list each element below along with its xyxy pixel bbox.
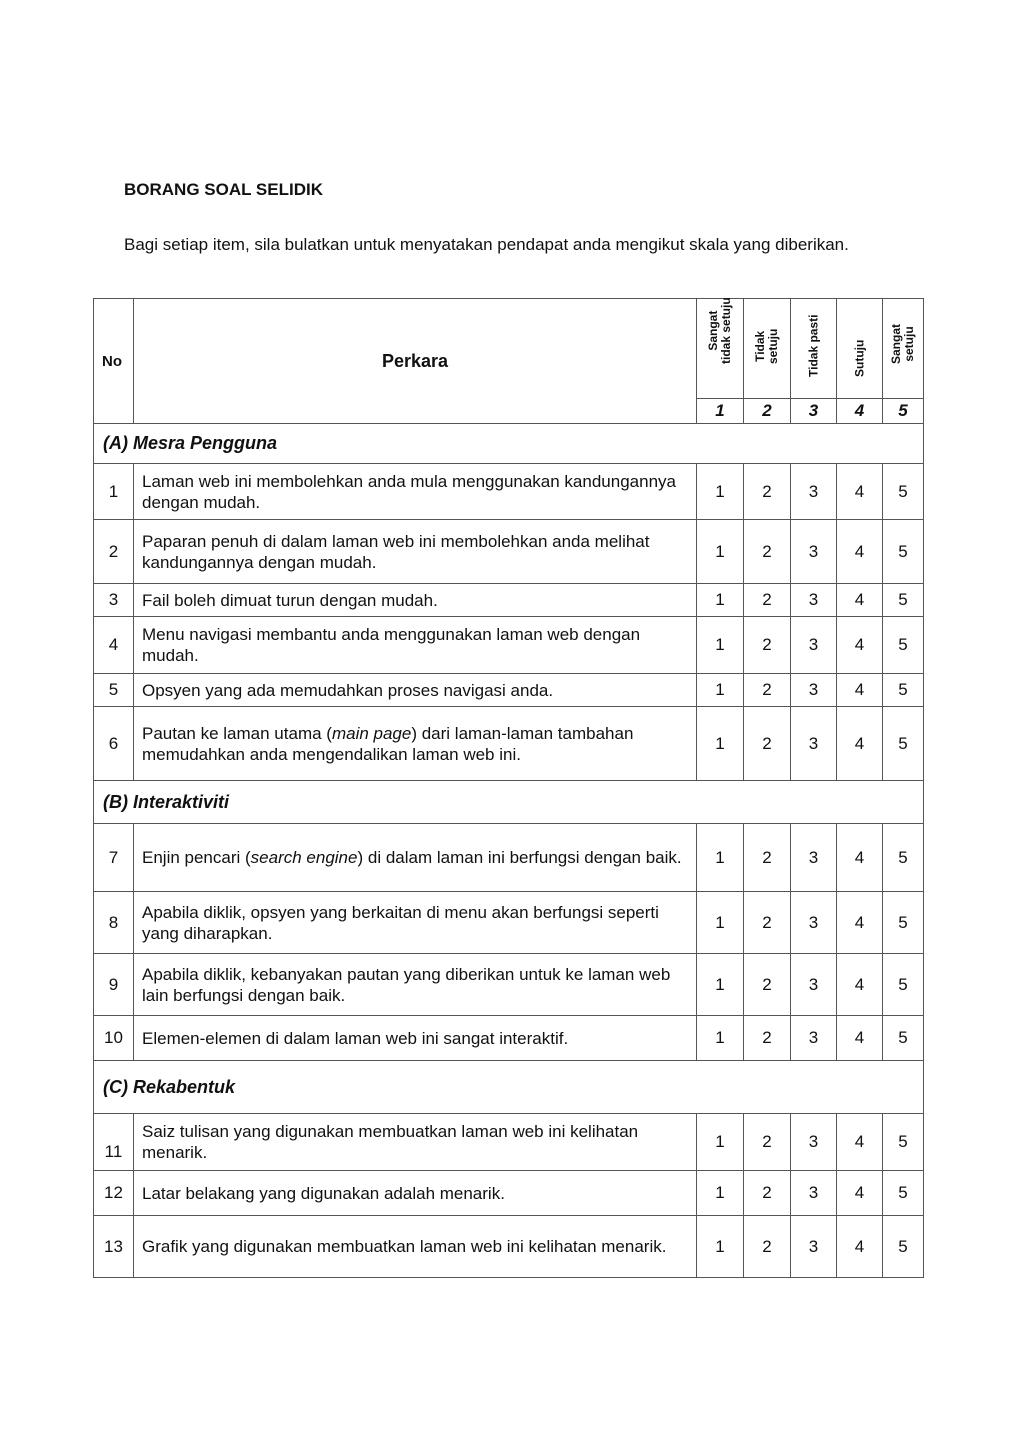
statement-text: Apabila diklik, kebanyakan pautan yang diberikan untuk ke laman web lain berfungsi dengan baik. xyxy=(142,964,671,1005)
rating-option-4[interactable]: 4 xyxy=(837,674,883,707)
table-row xyxy=(94,464,924,520)
item-number: 3 xyxy=(94,584,134,617)
rating-option-5[interactable]: 5 xyxy=(883,892,924,954)
rating-option-5[interactable]: 5 xyxy=(883,1016,924,1061)
table-row xyxy=(94,1171,924,1216)
rating-option-2[interactable]: 2 xyxy=(744,892,791,954)
statement-text: Saiz tulisan yang digunakan membuatkan laman web ini kelihatan menarik. xyxy=(142,1122,639,1162)
item-statement xyxy=(134,1114,697,1171)
item-number: 9 xyxy=(94,954,134,1016)
table-row xyxy=(94,954,924,1016)
rating-option-1[interactable]: 1 xyxy=(697,674,744,707)
rating-option-4[interactable]: 4 xyxy=(837,520,883,584)
section-title: (A) Mesra Pengguna xyxy=(94,424,924,464)
rating-option-5[interactable]: 5 xyxy=(883,520,924,584)
item-number: 8 xyxy=(94,892,134,954)
questionnaire-body xyxy=(94,424,924,1278)
scale-header-3 xyxy=(791,299,837,399)
rating-option-4[interactable]: 4 xyxy=(837,707,883,781)
rating-option-2[interactable]: 2 xyxy=(744,824,791,892)
rating-option-2[interactable]: 2 xyxy=(744,584,791,617)
rating-option-1[interactable]: 1 xyxy=(697,1171,744,1216)
item-number: 6 xyxy=(94,707,134,781)
statement-text: Menu navigasi membantu anda menggunakan laman web dengan mudah. xyxy=(142,625,641,665)
table-row xyxy=(94,892,924,954)
rating-option-5[interactable]: 5 xyxy=(883,464,924,520)
item-number: 10 xyxy=(94,1016,134,1061)
scale-label-line: Sangat xyxy=(889,323,903,364)
rating-option-3[interactable]: 3 xyxy=(791,954,837,1016)
table-row xyxy=(94,584,924,617)
scale-label-line: Sangat xyxy=(706,310,720,351)
rating-option-1[interactable]: 1 xyxy=(697,464,744,520)
statement-text: Enjin pencari ( xyxy=(142,848,251,867)
statement-text: Latar belakang yang digunakan adalah menarik. xyxy=(142,1183,505,1203)
rating-option-2[interactable]: 2 xyxy=(744,954,791,1016)
rating-option-5[interactable]: 5 xyxy=(883,584,924,617)
item-statement xyxy=(134,707,697,781)
section-row xyxy=(94,424,924,464)
scale-label-line: Tidak pasti xyxy=(806,314,820,377)
table-row xyxy=(94,674,924,707)
scale-header-1 xyxy=(697,299,744,399)
rating-option-5[interactable]: 5 xyxy=(883,674,924,707)
scale-number-5: 5 xyxy=(883,399,924,424)
statement-italic-term: search engine xyxy=(250,848,358,867)
rating-option-3[interactable]: 3 xyxy=(791,892,837,954)
scale-number-2: 2 xyxy=(744,399,791,424)
scale-label-line: setuju xyxy=(902,326,916,362)
rating-option-5[interactable]: 5 xyxy=(883,824,924,892)
statement-text: ) di dalam laman ini berfungsi dengan baik. xyxy=(357,848,682,867)
scale-header-5 xyxy=(883,299,924,399)
item-number: 2 xyxy=(94,520,134,584)
rating-option-2[interactable]: 2 xyxy=(744,707,791,781)
statement-italic-term: main page xyxy=(331,723,412,743)
scale-number-1: 1 xyxy=(697,399,744,424)
item-number: 7 xyxy=(94,824,134,892)
table-row xyxy=(94,1016,924,1061)
rating-option-3[interactable]: 3 xyxy=(791,674,837,707)
item-number: 12 xyxy=(94,1171,134,1216)
rating-option-5[interactable]: 5 xyxy=(883,707,924,781)
rating-option-5[interactable]: 5 xyxy=(883,954,924,1016)
scale-number-3: 3 xyxy=(791,399,837,424)
rating-option-3[interactable]: 3 xyxy=(791,1171,837,1216)
table-row xyxy=(94,1216,924,1278)
statement-text: Apabila diklik, opsyen yang berkaitan di menu akan berfungsi seperti yang diharapkan. xyxy=(142,902,659,943)
table-row xyxy=(94,1114,924,1171)
item-statement xyxy=(134,617,697,674)
rating-option-5[interactable]: 5 xyxy=(883,617,924,674)
rating-option-3[interactable]: 3 xyxy=(791,584,837,617)
table-row xyxy=(94,824,924,892)
rating-option-1[interactable]: 1 xyxy=(697,1016,744,1061)
rating-option-1[interactable]: 1 xyxy=(697,892,744,954)
rating-option-4[interactable]: 4 xyxy=(837,464,883,520)
item-statement xyxy=(134,1171,697,1216)
rating-option-2[interactable]: 2 xyxy=(744,674,791,707)
rating-option-3[interactable]: 3 xyxy=(791,824,837,892)
item-number: 11 xyxy=(94,1114,134,1171)
scale-header-4 xyxy=(837,299,883,399)
item-statement xyxy=(134,520,697,584)
form-title: BORANG SOAL SELIDIK xyxy=(124,180,323,199)
rating-option-1[interactable]: 1 xyxy=(697,824,744,892)
rating-option-4[interactable]: 4 xyxy=(837,892,883,954)
scale-header-2 xyxy=(744,299,791,399)
statement-text: Paparan penuh di dalam laman web ini membolehkan anda melihat kandungannya dengan mudah. xyxy=(142,531,650,572)
item-statement xyxy=(134,954,697,1016)
item-statement xyxy=(134,824,697,892)
rating-option-1[interactable]: 1 xyxy=(697,1216,744,1278)
column-header-perkara: Perkara xyxy=(134,299,697,424)
scale-label-line: Sutuju xyxy=(852,339,866,377)
statement-text: Pautan ke laman utama ( xyxy=(142,723,332,743)
questionnaire-table xyxy=(93,298,924,1278)
statement-text: Fail boleh dimuat turun dengan mudah. xyxy=(142,590,438,610)
rating-option-1[interactable]: 1 xyxy=(697,954,744,1016)
rating-option-3[interactable]: 3 xyxy=(791,520,837,584)
rating-option-1[interactable]: 1 xyxy=(697,584,744,617)
rating-option-2[interactable]: 2 xyxy=(744,617,791,674)
table-row xyxy=(94,617,924,674)
scale-label-line: Tidak xyxy=(753,330,767,362)
rating-option-5[interactable]: 5 xyxy=(883,1216,924,1278)
rating-option-4[interactable]: 4 xyxy=(837,1216,883,1278)
rating-option-2[interactable]: 2 xyxy=(744,1016,791,1061)
rating-option-2[interactable]: 2 xyxy=(744,1216,791,1278)
item-statement xyxy=(134,584,697,617)
item-number: 1 xyxy=(94,464,134,520)
rating-option-4[interactable]: 4 xyxy=(837,584,883,617)
table-row xyxy=(94,707,924,781)
rating-option-5[interactable]: 5 xyxy=(883,1114,924,1171)
scale-number-4: 4 xyxy=(837,399,883,424)
section-title: (C) Rekabentuk xyxy=(94,1061,924,1114)
rating-option-3[interactable]: 3 xyxy=(791,464,837,520)
rating-option-2[interactable]: 2 xyxy=(744,520,791,584)
rating-option-3[interactable]: 3 xyxy=(791,617,837,674)
section-row xyxy=(94,781,924,824)
item-statement xyxy=(134,892,697,954)
item-number: 13 xyxy=(94,1216,134,1278)
rating-option-2[interactable]: 2 xyxy=(744,1114,791,1171)
scale-label-line: setuju xyxy=(766,328,780,364)
item-statement xyxy=(134,1016,697,1061)
statement-text: Opsyen yang ada memudahkan proses navigasi anda. xyxy=(142,680,554,700)
rating-option-3[interactable]: 3 xyxy=(791,707,837,781)
item-statement xyxy=(134,1216,697,1278)
column-header-no: No xyxy=(94,299,134,424)
rating-option-2[interactable]: 2 xyxy=(744,1171,791,1216)
statement-text: Elemen-elemen di dalam laman web ini sangat interaktif. xyxy=(142,1028,569,1048)
statement-text: Laman web ini membolehkan anda mula menggunakan kandungannya dengan mudah. xyxy=(142,471,676,512)
rating-option-4[interactable]: 4 xyxy=(837,954,883,1016)
rating-option-4[interactable]: 4 xyxy=(837,1171,883,1216)
rating-option-4[interactable]: 4 xyxy=(837,824,883,892)
item-statement xyxy=(134,464,697,520)
item-number: 4 xyxy=(94,617,134,674)
rating-option-1[interactable]: 1 xyxy=(697,520,744,584)
rating-option-3[interactable]: 3 xyxy=(791,1114,837,1171)
scale-label-line: tidak setuju xyxy=(719,297,733,364)
item-statement xyxy=(134,674,697,707)
rating-option-4[interactable]: 4 xyxy=(837,1114,883,1171)
rating-option-1[interactable]: 1 xyxy=(697,1114,744,1171)
rating-option-4[interactable]: 4 xyxy=(837,617,883,674)
statement-text: Grafik yang digunakan membuatkan laman web ini kelihatan menarik. xyxy=(142,1237,667,1256)
rating-option-5[interactable]: 5 xyxy=(883,1171,924,1216)
table-row xyxy=(94,520,924,584)
rating-option-2[interactable]: 2 xyxy=(744,464,791,520)
item-number: 5 xyxy=(94,674,134,707)
rating-option-4[interactable]: 4 xyxy=(837,1016,883,1061)
statement-text: ) dari laman-laman tambahan memudahkan anda mengendalikan laman web ini. xyxy=(142,723,634,764)
form-instructions: Bagi setiap item, sila bulatkan untuk menyatakan pendapat anda mengikut skala yang diberikan. xyxy=(124,235,849,254)
rating-option-3[interactable]: 3 xyxy=(791,1216,837,1278)
section-row xyxy=(94,1061,924,1114)
rating-option-1[interactable]: 1 xyxy=(697,707,744,781)
section-title: (B) Interaktiviti xyxy=(94,781,924,824)
rating-option-3[interactable]: 3 xyxy=(791,1016,837,1061)
rating-option-1[interactable]: 1 xyxy=(697,617,744,674)
